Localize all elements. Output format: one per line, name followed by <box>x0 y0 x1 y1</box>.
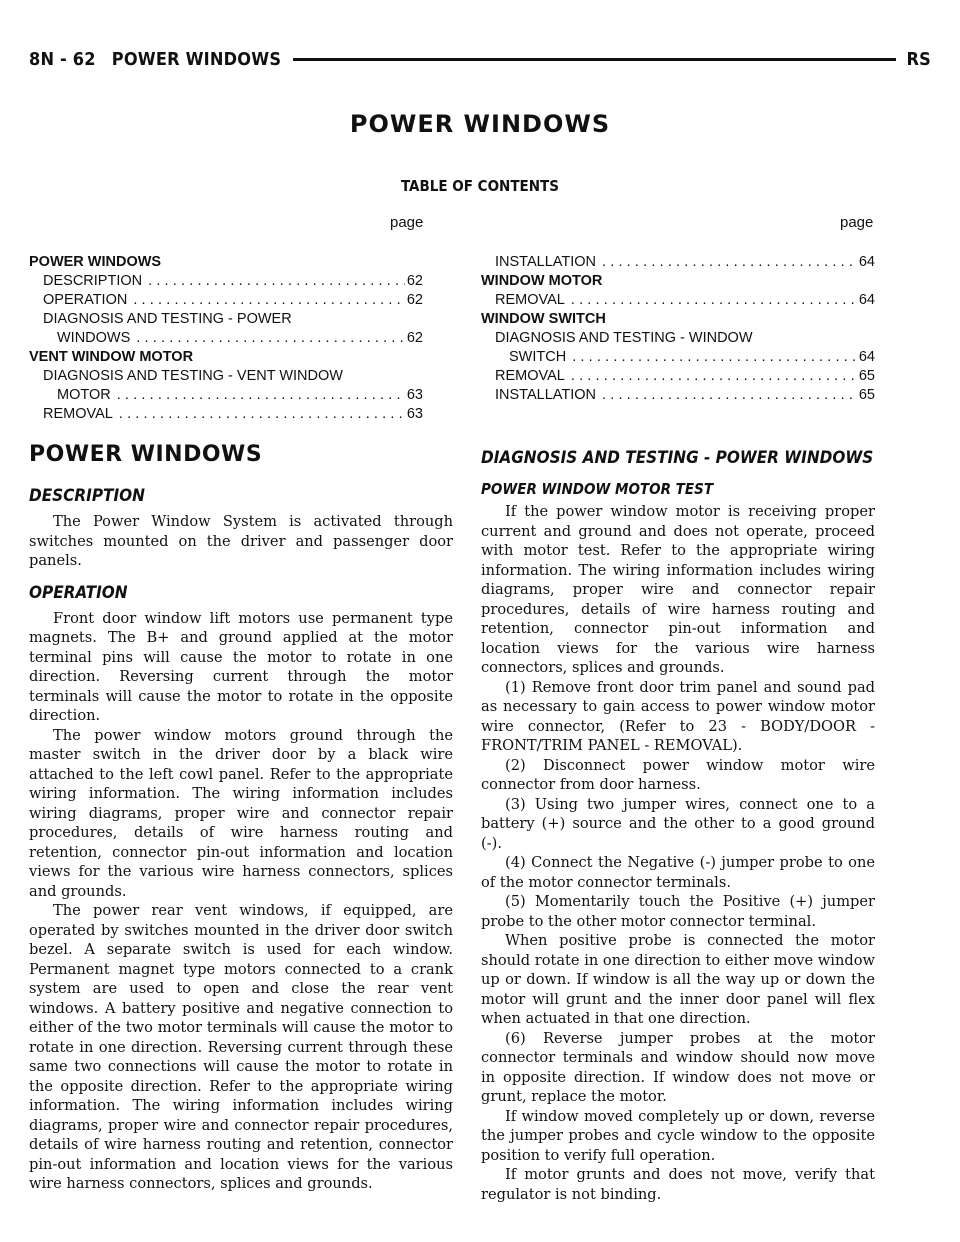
toc-entry-page: 64 <box>858 254 875 270</box>
paragraph: If the power window motor is receiving proper current and ground and does not operate, proceed with motor test. Refer to the appropriate wiring information. The wiring information includes wiring diagrams, proper wire and connector repair procedures, details of wire harness routing and retention, connector pin-out information and location views for the various wire harness connectors, splices and grounds. <box>481 503 875 676</box>
paragraph: (4) Connect the Negative (-) jumper probe to one of the motor connector terminals. <box>481 854 875 891</box>
toc-entry-page: 64 <box>858 349 875 365</box>
toc-leader-dots <box>572 348 857 367</box>
paragraph: (5) Momentarily touch the Positive (+) jumper probe to the other motor connector terminal. <box>481 893 875 930</box>
toc-entry[interactable] <box>481 291 875 310</box>
toc-page-label-right: page <box>840 214 874 231</box>
right-column <box>481 444 875 1204</box>
toc-entry-label: MOTOR <box>57 387 111 403</box>
toc-entry-label: REMOVAL <box>43 406 113 422</box>
paragraph: If window moved completely up or down, reverse the jumper probes and cycle window to the opposite position to verify full operation. <box>481 1107 875 1164</box>
toc-entry-label: DESCRIPTION <box>43 273 143 289</box>
paragraph: The Power Window System is activated through switches mounted on the driver and passenger door panels. <box>29 513 453 569</box>
toc-entry[interactable] <box>29 367 423 386</box>
page-header <box>29 46 931 72</box>
toc-title: TABLE OF CONTENTS <box>401 177 559 195</box>
left-column <box>29 440 453 1194</box>
toc-leader-dots <box>117 386 405 405</box>
toc-entry-label: DIAGNOSIS AND TESTING - POWER <box>43 311 292 327</box>
toc-leader-dots <box>571 367 857 386</box>
toc-entry[interactable] <box>481 253 875 272</box>
toc-leader-dots <box>571 291 857 310</box>
toc-entry[interactable] <box>29 310 423 329</box>
section-heading: POWER WINDOWS <box>29 442 263 467</box>
toc-entry[interactable] <box>481 386 875 405</box>
toc-entry[interactable] <box>481 310 875 329</box>
toc-entry-label: OPERATION <box>43 292 128 308</box>
toc-entry-page: 63 <box>406 387 423 403</box>
toc-page-label-left: page <box>390 214 424 231</box>
toc-entry-page: 65 <box>858 368 875 384</box>
toc-leader-dots <box>148 272 405 291</box>
toc-entry-label: REMOVAL <box>495 368 565 384</box>
motor-test-body <box>481 502 875 1204</box>
paragraph: When positive probe is connected the motor should rotate in one direction to either move window up or down. If window is all the way up or down the motor will grunt and the inner door panel will flex when actuated in that one direction. <box>481 932 875 1027</box>
toc-entry-page: 62 <box>406 292 423 308</box>
paragraph: Front door window lift motors use permanent type magnets. The B+ and ground applied at the motor terminal pins will cause the motor to rotate in one direction. Reversing current through the motor terminals will cause the motor to rotate in the opposite direction. <box>29 609 453 724</box>
section-name: POWER WINDOWS <box>111 48 282 70</box>
toc-entry[interactable] <box>29 272 423 291</box>
toc-entry[interactable] <box>481 272 875 291</box>
paragraph: (1) Remove front door trim panel and sound pad as necessary to gain access to power window motor wire connector, (Refer to 23 - BODY/DOOR - FRONT/TRIM PANEL - REMOVAL). <box>481 678 875 754</box>
toc-entry-label: DIAGNOSIS AND TESTING - VENT WINDOW <box>43 368 343 384</box>
toc-entry-label: POWER WINDOWS <box>29 254 162 270</box>
toc-entry[interactable] <box>29 405 423 424</box>
header-rule <box>293 58 896 61</box>
toc-entry-label: INSTALLATION <box>495 254 596 270</box>
toc-entry-page: 63 <box>406 406 423 422</box>
toc-leader-dots <box>602 253 857 272</box>
toc-entry-page: 62 <box>406 330 423 346</box>
toc-entry-label: SWITCH <box>509 349 567 365</box>
toc-leader-dots <box>136 329 405 348</box>
toc-entry-label: WINDOW SWITCH <box>481 311 606 327</box>
paragraph: (3) Using two jumper wires, connect one to a battery (+) source and the other to a good ground (-). <box>481 795 875 852</box>
toc-right-column <box>481 253 875 405</box>
toc-leader-dots <box>133 291 405 310</box>
toc-entry-label: WINDOW MOTOR <box>481 273 603 289</box>
toc-entry-page: 62 <box>406 273 423 289</box>
description-body <box>29 512 453 571</box>
toc-entry[interactable] <box>29 253 423 272</box>
motor-test-heading: POWER WINDOW MOTOR TEST <box>481 480 714 498</box>
toc-leader-dots <box>119 405 405 424</box>
toc-entry[interactable] <box>29 329 423 348</box>
model-code: RS <box>906 48 931 70</box>
toc-entry[interactable] <box>29 348 423 367</box>
paragraph: The power window motors ground through the master switch in the driver door by a black wire attached to the left cowl panel. Refer to the appropriate wiring information. The wiring information includes wiring diagrams, proper wire and connector repair procedures, details of wire harness routing and retention, connector pin-out information and location views for the various wire harness connectors, splices and grounds. <box>29 726 453 900</box>
toc-entry[interactable] <box>481 348 875 367</box>
paragraph: If motor grunts and does not move, verify that regulator is not binding. <box>481 1166 875 1203</box>
toc-leader-dots <box>602 386 857 405</box>
toc-entry[interactable] <box>29 386 423 405</box>
toc-entry-label: WINDOWS <box>57 330 131 346</box>
diagnosis-heading: DIAGNOSIS AND TESTING - POWER WINDOWS <box>481 448 874 468</box>
operation-body <box>29 609 453 1194</box>
toc-entry[interactable] <box>29 291 423 310</box>
toc-entry-page: 64 <box>858 292 875 308</box>
description-heading: DESCRIPTION <box>29 486 145 506</box>
toc-entry[interactable] <box>481 329 875 348</box>
toc-entry-label: REMOVAL <box>495 292 565 308</box>
paragraph: (2) Disconnect power window motor wire connector from door harness. <box>481 756 875 793</box>
page-title: POWER WINDOWS <box>349 110 611 138</box>
toc-entry-label: VENT WINDOW MOTOR <box>29 349 194 365</box>
paragraph: (6) Reverse jumper probes at the motor connector terminals and window should now move in opposite direction. If window does not move or grunt, replace the motor. <box>481 1029 875 1105</box>
paragraph: The power rear vent windows, if equipped, are operated by switches mounted in the driver door switch bezel. A separate switch is used for each window. Permanent magnet type motors connected to a crank system are used to open and close the rear vent windows. A battery positive and negative connection to either of the two motor terminals will cause the motor to rotate in one direction. Reversing current through these same two connections will cause the motor to rotate in the opposite direction. Refer to the appropriate wiring information. The wiring information includes wiring diagrams, proper wire and connector repair procedures, details of wire harness routing and retention, connector pin-out information and location views for the various wire harness connectors, splices and grounds. <box>29 902 453 1192</box>
toc-entry-page: 65 <box>858 387 875 403</box>
toc-entry[interactable] <box>481 367 875 386</box>
operation-heading: OPERATION <box>29 582 128 603</box>
toc-entry-label: DIAGNOSIS AND TESTING - WINDOW <box>495 330 753 346</box>
toc-entry-label: INSTALLATION <box>495 387 596 403</box>
page-number: 8N - 62 <box>29 48 96 70</box>
toc-left-column <box>29 253 423 424</box>
